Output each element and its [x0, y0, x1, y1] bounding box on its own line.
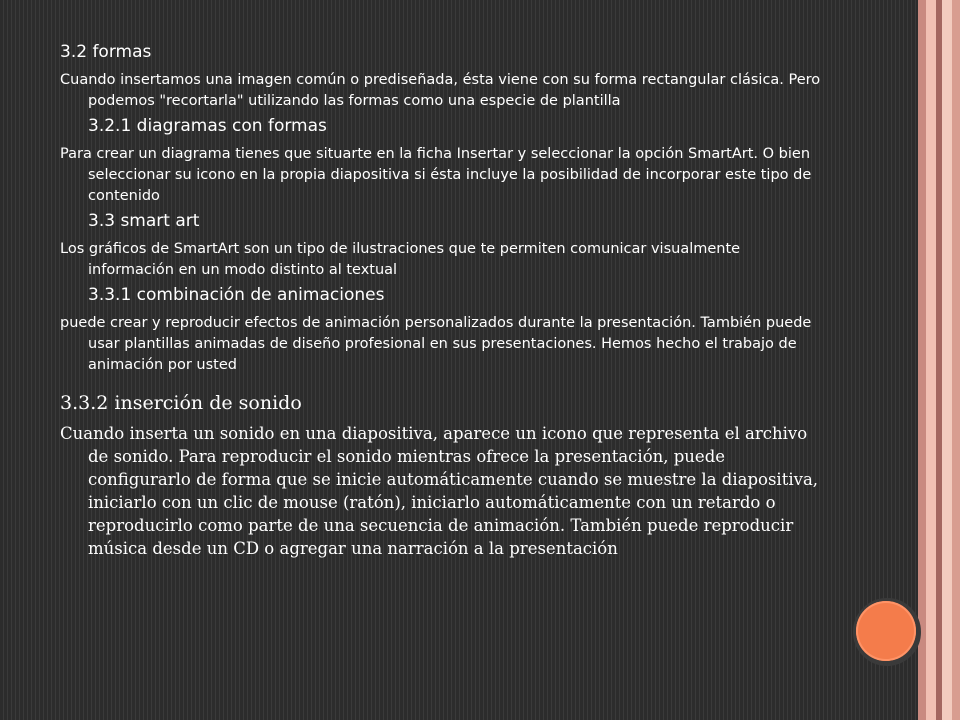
stripe-bar: [952, 0, 960, 720]
section-title: 3.2.1 diagramas con formas: [88, 116, 327, 136]
section-body: Cuando inserta un sonido en una diapositiva, aparece un icono que representa el archivo de sonido. Para reproducir el sonido mientras ofrece la presentación, puede configurarlo de forma que se inicie automáticamente cuando se muestre la diapositiva, iniciarlo con un clic de mouse (ratón), iniciarlo automáticamente con un retardo o reproducirlo como parte de una secuencia de animación. También puede reproducir música desde un CD o agregar una narración a la presentación: [60, 424, 819, 558]
section-body: Los gráficos de SmartArt son un tipo de ilustraciones que te permiten comunicar visualmente información en un modo distinto al textual: [60, 241, 741, 278]
stripe-bar: [926, 0, 936, 720]
section-body: Cuando insertamos una imagen común o prediseñada, ésta viene con su forma rectangular clásica. Pero podemos "recortarla" utilizando las formas como una especie de plantilla: [60, 72, 821, 109]
section-animaciones: [60, 283, 830, 376]
decorative-orange-circle: [856, 601, 916, 661]
stripe-bar: [942, 0, 952, 720]
section-body: Para crear un diagrama tienes que situarte en la ficha Insertar y seleccionar la opción SmartArt. O bien seleccionar su icono en la propia diapositiva si ésta incluye la posibilidad de incorporar este tipo de contenido: [60, 146, 812, 204]
section-diagramas: [60, 114, 830, 207]
section-title: 3.3 smart art: [88, 211, 200, 231]
stripe-bar: [918, 0, 926, 720]
section-sonido: [60, 390, 830, 560]
decorative-right-stripes: [918, 0, 960, 720]
section-body: puede crear y reproducir efectos de animación personalizados durante la presentación. También puede usar plantillas animadas de diseño profesional en sus presentaciones. Hemos hecho el trabajo de animación por usted: [60, 315, 812, 373]
slide-content: [60, 40, 830, 562]
section-title: 3.3.2 inserción de sonido: [60, 392, 302, 414]
section-title: 3.3.1 combinación de animaciones: [88, 285, 385, 305]
section-title: 3.2 formas: [60, 42, 152, 62]
section-smart-art: [60, 209, 830, 281]
section-formas: [60, 40, 830, 112]
